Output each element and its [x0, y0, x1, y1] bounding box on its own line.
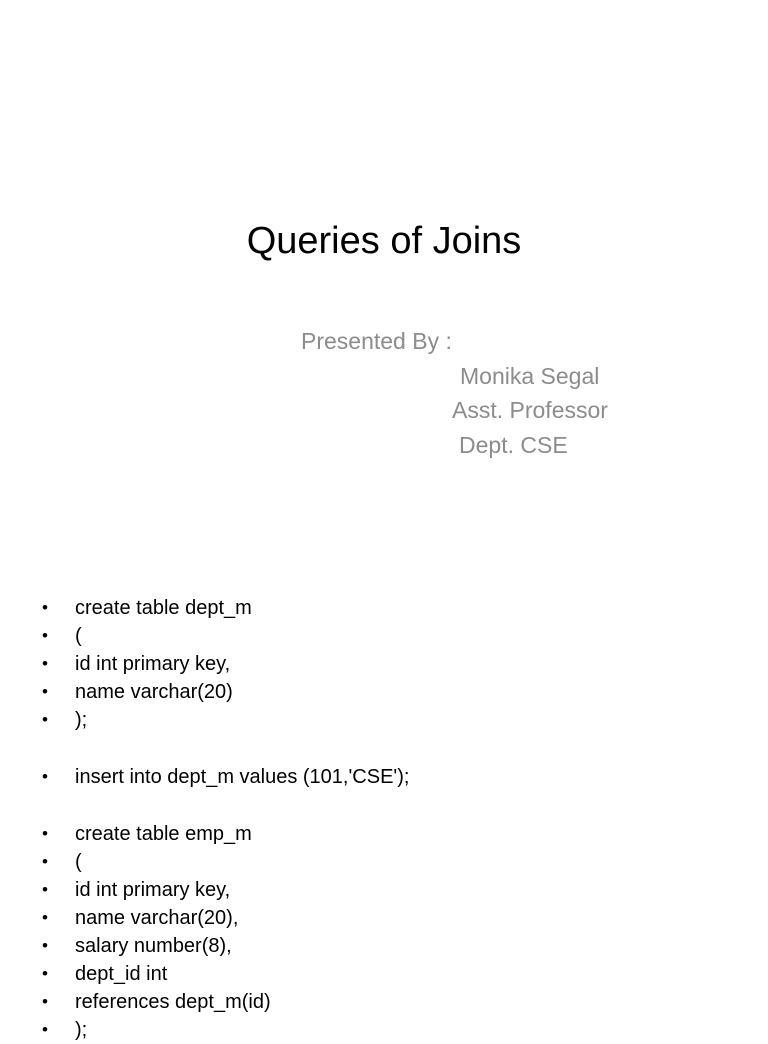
presenter-department: Dept. CSE	[459, 432, 568, 458]
bullet-item	[0, 650, 768, 678]
bullet-marker: •	[42, 1020, 48, 1039]
bullet-text: dept_id int	[75, 963, 168, 985]
bullet-marker: •	[42, 880, 48, 899]
bullet-marker: •	[42, 626, 48, 645]
bullet-text: );	[75, 1019, 88, 1041]
bullet-item	[0, 678, 768, 706]
presenter-name: Monika Segal	[460, 363, 600, 389]
bullet-text: salary number(8),	[75, 935, 232, 957]
bullet-text: references dept_m(id)	[75, 991, 271, 1013]
bullet-marker: •	[42, 654, 48, 673]
bullet-marker: •	[42, 936, 48, 955]
bullet-text: );	[75, 709, 88, 731]
presenter-position: Asst. Professor	[452, 397, 608, 423]
sql-code-slide	[0, 576, 768, 1041]
bullet-item	[0, 904, 768, 932]
bullet-item	[0, 594, 768, 622]
bullet-text: (	[75, 851, 82, 873]
bullet-marker: •	[42, 767, 48, 786]
bullet-item	[0, 960, 768, 988]
bullet-text: create table dept_m	[75, 597, 252, 619]
bullet-item	[0, 1016, 768, 1044]
bullet-text: insert into dept_m values (101,'CSE');	[75, 766, 410, 788]
presented-by-label: Presented By :	[301, 328, 452, 354]
bullet-text: id int primary key,	[75, 879, 231, 901]
bullet-text: name varchar(20)	[75, 681, 233, 703]
bullet-item	[0, 848, 768, 876]
bullet-marker: •	[42, 852, 48, 871]
bullet-marker: •	[42, 908, 48, 927]
bullet-marker: •	[42, 682, 48, 701]
bullet-marker: •	[42, 598, 48, 617]
bullet-text: create table emp_m	[75, 823, 252, 845]
bullet-item	[0, 988, 768, 1016]
bullet-marker: •	[42, 710, 48, 729]
bullet-marker: •	[42, 964, 48, 983]
bullet-text: (	[75, 625, 82, 647]
slide-title: Queries of Joins	[246, 220, 522, 262]
sql-bullet-list	[0, 594, 768, 1044]
bullet-item	[0, 876, 768, 904]
bullet-text: id int primary key,	[75, 653, 231, 675]
bullet-marker: •	[42, 824, 48, 843]
bullet-item	[0, 932, 768, 960]
bullet-item	[0, 820, 768, 848]
bullet-marker: •	[42, 992, 48, 1011]
bullet-text: name varchar(20),	[75, 907, 239, 929]
bullet-item	[0, 706, 768, 734]
bullet-item	[0, 622, 768, 650]
bullet-item	[0, 763, 768, 791]
